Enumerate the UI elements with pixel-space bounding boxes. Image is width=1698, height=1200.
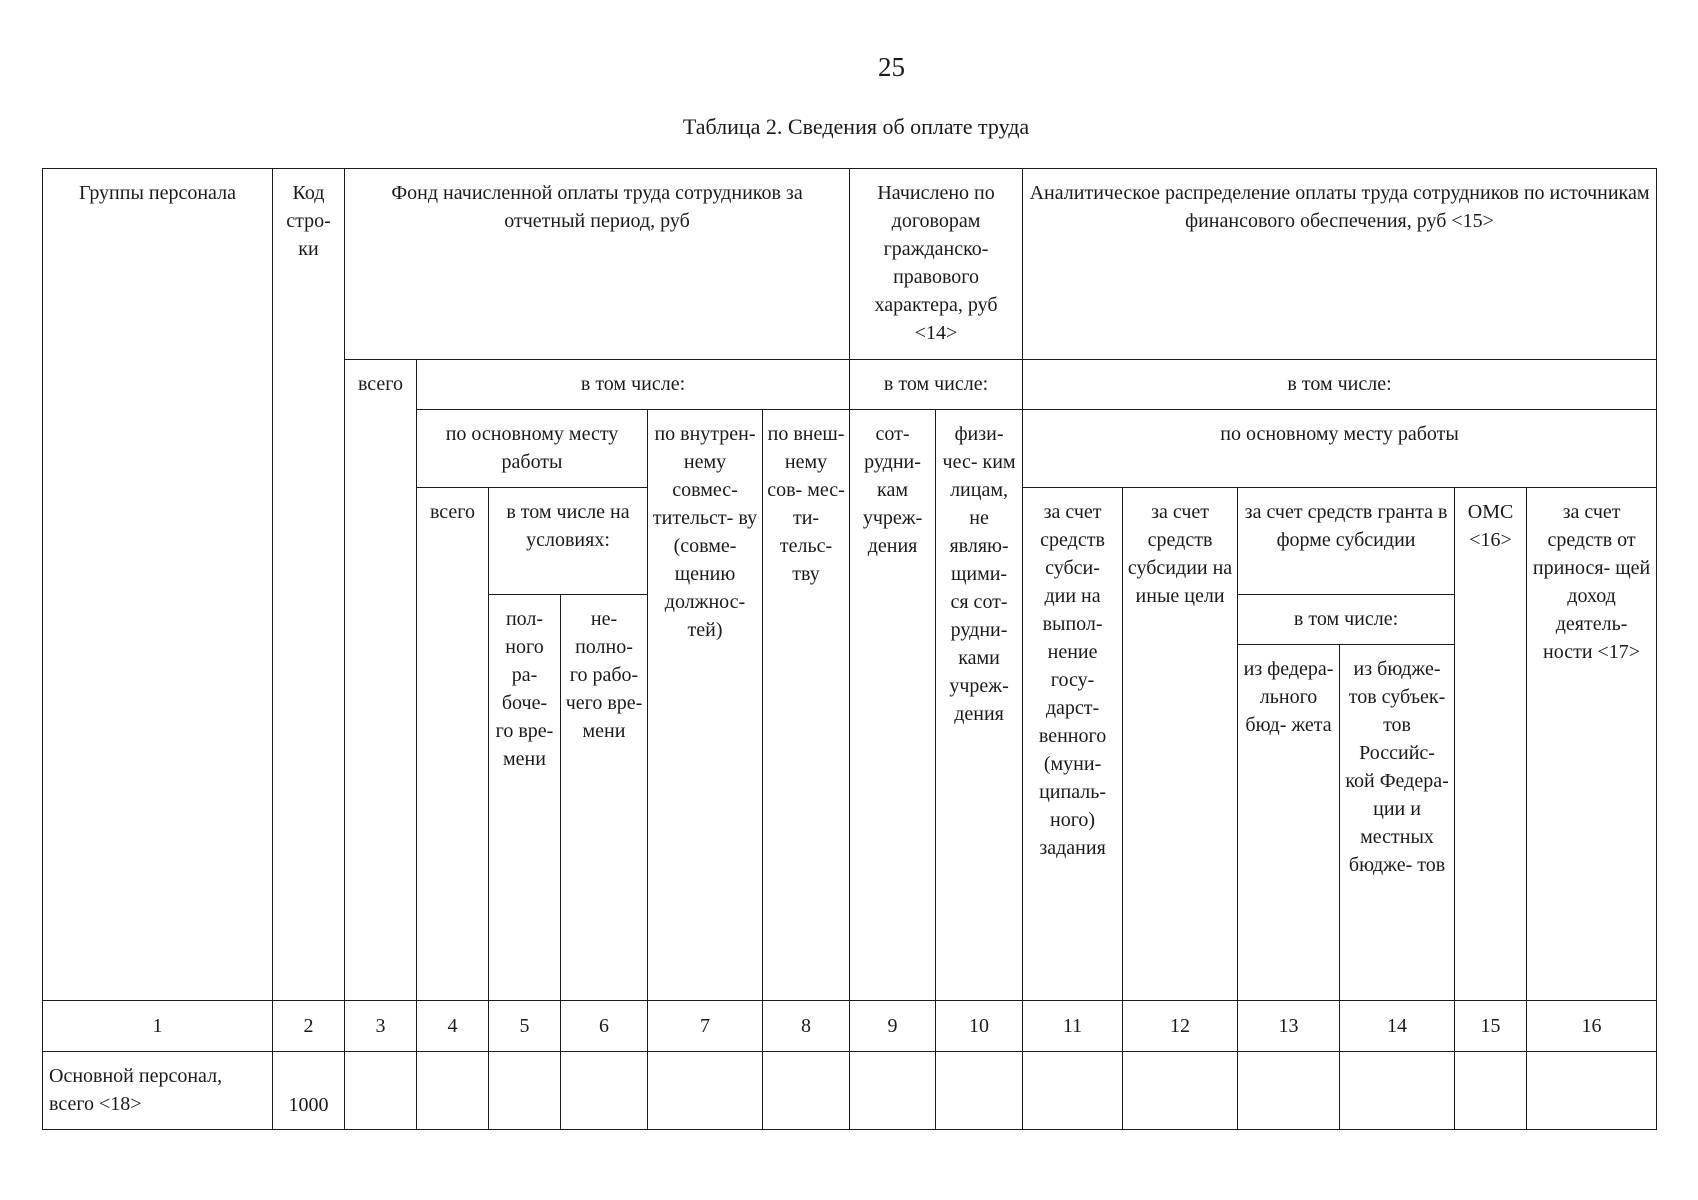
table-cell[interactable] [1123,1051,1238,1129]
header-individuals: физи- чес- ким лицам, не являю- щими- ся сот- рудни- ками учреж- дения [936,409,1023,1000]
table-cell[interactable] [345,1051,417,1129]
column-number: 6 [561,1001,648,1051]
header-regional: из бюдже- тов субъек- тов Российс- кой Федера- ции и местных бюдже- тов [1340,644,1455,1000]
header-internal: по внутрен- нему совмес- тительст- ву (совме- щению должнос- тей) [648,409,763,1000]
header-fund-incl: в том числе: [417,359,850,409]
header-full-time: пол- ного ра- боче- го вре- мени [489,594,561,1001]
table-row [43,1051,1657,1129]
header-analytic-incl: в том числе: [1023,359,1657,409]
column-number: 9 [850,1001,936,1051]
column-number: 14 [1340,1001,1455,1051]
column-number: 4 [417,1001,489,1051]
header-grant: за счет средств гранта в форме субсидии [1238,488,1455,594]
table-cell[interactable] [850,1051,936,1129]
table-cell[interactable] [1023,1051,1123,1129]
header-external: по внеш- нему сов- мес- ти- тельс- тву [763,409,850,1000]
wage-table [42,168,1657,1130]
table-cell[interactable] [1238,1051,1340,1129]
table-cell[interactable] [1455,1051,1527,1129]
table-cell[interactable] [763,1051,850,1129]
header-subsidy-other: за счет средств субсидии на иные цели [1123,488,1238,1001]
column-number: 5 [489,1001,561,1051]
table-title: Таблица 2. Сведения об оплате труда [682,114,1030,139]
header-code: Код стро- ки [273,169,345,1001]
table-cell[interactable] [1340,1051,1455,1129]
column-number: 15 [1455,1001,1527,1051]
table-cell[interactable] [648,1051,763,1129]
header-income: за счет средств от принося- щей доход деятель- ности <17> [1527,488,1657,1001]
table-cell[interactable] [489,1051,561,1129]
column-number: 12 [1123,1001,1238,1051]
row-code: 1000 [273,1051,345,1129]
header-gph-incl: в том числе: [850,359,1023,409]
column-number: 10 [936,1001,1023,1051]
column-number: 11 [1023,1001,1123,1051]
header-part-time: не- полно- го рабо- чего вре- мени [561,594,648,1001]
header-grant-incl: в том числе: [1238,594,1455,644]
column-number: 8 [763,1001,850,1051]
row-label: Основной персонал, всего <18> [43,1051,273,1129]
header-gph: Начислено по договорам гражданско- правового характера, руб <14> [850,169,1023,360]
column-number: 13 [1238,1001,1340,1051]
column-number: 1 [43,1001,273,1051]
header-main-job-analytic: по основному месту работы [1023,409,1657,487]
header-incl-conditions: в том числе на условиях: [489,488,648,594]
header-fund-total: всего [345,359,417,1001]
table-cell[interactable] [936,1051,1023,1129]
page-number: 25 [878,52,905,82]
table-cell[interactable] [417,1051,489,1129]
header-main-job: по основному месту работы [417,409,648,487]
column-number: 7 [648,1001,763,1051]
table-cell[interactable] [561,1051,648,1129]
column-number: 2 [273,1001,345,1051]
header-fund: Фонд начисленной оплаты труда сотрудников за отчетный период, руб [345,169,850,360]
header-main-total: всего [417,488,489,1001]
header-analytic: Аналитическое распределение оплаты труда сотрудников по источникам финансового обеспечения, руб <15> [1023,169,1657,360]
table-cell[interactable] [1527,1051,1657,1129]
header-subsidy-task: за счет средств субси- дии на выпол- нение госу- дарст- венного (муни- ципаль- ного) задания [1023,488,1123,1001]
column-number: 16 [1527,1001,1657,1051]
header-federal: из федера- льного бюд- жета [1238,644,1340,1000]
header-oms: ОМС <16> [1455,488,1527,1001]
header-employees: сот- рудни- кам учреж- дения [850,409,936,1000]
header-groups: Группы персонала [43,169,273,1001]
column-number: 3 [345,1001,417,1051]
